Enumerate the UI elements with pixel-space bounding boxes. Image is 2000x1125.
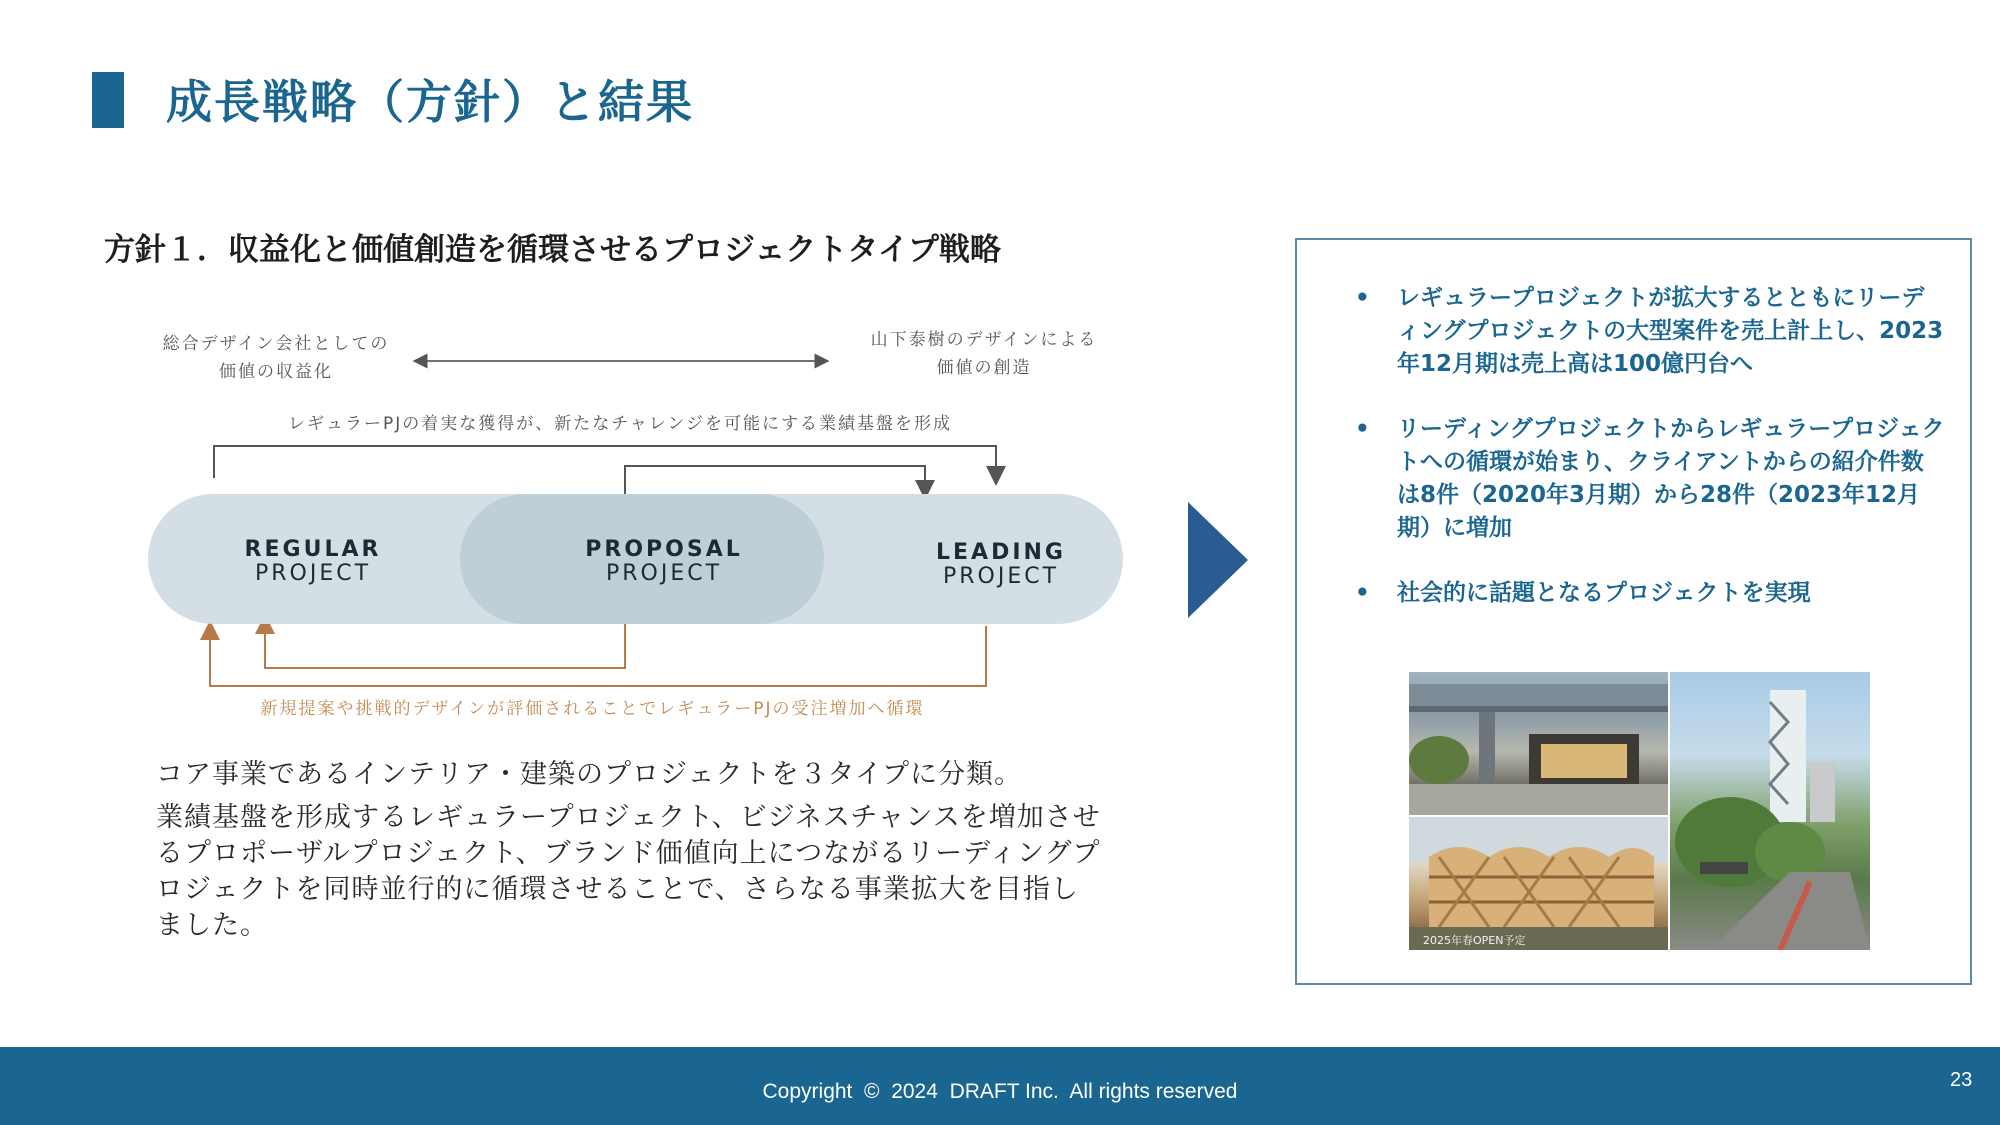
proposal-project-label (572, 538, 756, 586)
page-title: 成長戦略（方針）と結果 (166, 75, 694, 129)
list-item (1355, 577, 1945, 610)
leading-bold: LEADING (936, 540, 1066, 565)
right-caption-line1: 山下泰樹のデザインによる (870, 330, 1098, 350)
photo-wooden-pavilion (1409, 817, 1668, 950)
body-paragraph-1: コア事業であるインテリア・建築のプロジェクトを３タイプに分類。 (156, 759, 1023, 790)
project-photo-collage (1409, 672, 1870, 950)
proposal-bold: PROPOSAL (585, 537, 743, 562)
list-item (1355, 282, 1945, 381)
regular-bold: REGULAR (244, 537, 382, 562)
results-list (1355, 282, 1945, 642)
photo-elevated-street (1409, 672, 1668, 815)
bottom-note: 新規提案や挑戦的デザインが評価されることでレギュラーPJの受注増加へ循環 (260, 699, 925, 719)
proposal-to-leading-connector (625, 466, 925, 494)
footer (0, 1047, 2000, 1125)
results-panel (1295, 238, 1972, 985)
body-paragraph-2: 業績基盤を形成するレギュラープロジェクト、ビジネスチャンスを増加させるプロポーザルプロジェクト、ブランド価値向上につながるリーディングプロジェクトを同時並行的に循環させることで、さらなる事業拡大を目指しました。 (156, 802, 1101, 941)
left-caption-line1: 総合デザイン会社としての (162, 334, 390, 354)
page-number: 23 (1950, 1069, 1973, 1091)
bullet-icon: • (1355, 416, 1370, 442)
bullet-text: リーディングプロジェクトからレギュラープロジェクトへの循環が始まり、クライアントからの紹介件数は8件（2020年3月期）から28件（2023年12月期）に増加 (1397, 416, 1945, 541)
right-caption-line2: 価値の創造 (936, 358, 1032, 378)
section-subtitle: 方針１．収益化と価値創造を循環させるプロジェクトタイプ戦略 (104, 232, 1001, 268)
regular-project-label (233, 538, 393, 586)
photo-city-tower (1670, 672, 1870, 950)
top-note: レギュラーPJの着実な獲得が、新たなチャレンジを可能にする業績基盤を形成 (288, 414, 952, 434)
proposal-to-regular-loop (265, 624, 625, 668)
leading-sub: PROJECT (942, 564, 1060, 589)
bullet-text: レギュラープロジェクトが拡大するとともにリーディングプロジェクトの大型案件を売上計上し、2023年12月期は売上高は100億円台へ (1397, 285, 1944, 377)
bullet-icon: • (1355, 580, 1370, 606)
left-caption-line2: 価値の収益化 (219, 362, 333, 382)
photo-wooden-pavilion-graphic (1409, 817, 1668, 950)
photo-elevated-street-graphic (1409, 672, 1668, 815)
regular-sub: PROJECT (254, 561, 372, 586)
bullet-text: 社会的に話題となるプロジェクトを実現 (1397, 580, 1811, 606)
proposal-sub: PROJECT (605, 561, 723, 586)
right-triangle-arrow-icon (1188, 502, 1248, 618)
copyright-text: Copyright © 2024 DRAFT Inc. All rights reserved (762, 1080, 1238, 1103)
regular-to-leading-connector (214, 446, 996, 478)
photo-caption: 2025年春OPEN予定 (1423, 934, 1526, 947)
leading-to-regular-loop (210, 626, 986, 686)
list-item (1355, 413, 1945, 545)
photo-city-tower-graphic (1670, 672, 1870, 950)
leading-project-label (916, 541, 1086, 589)
bullet-icon: • (1355, 285, 1370, 311)
